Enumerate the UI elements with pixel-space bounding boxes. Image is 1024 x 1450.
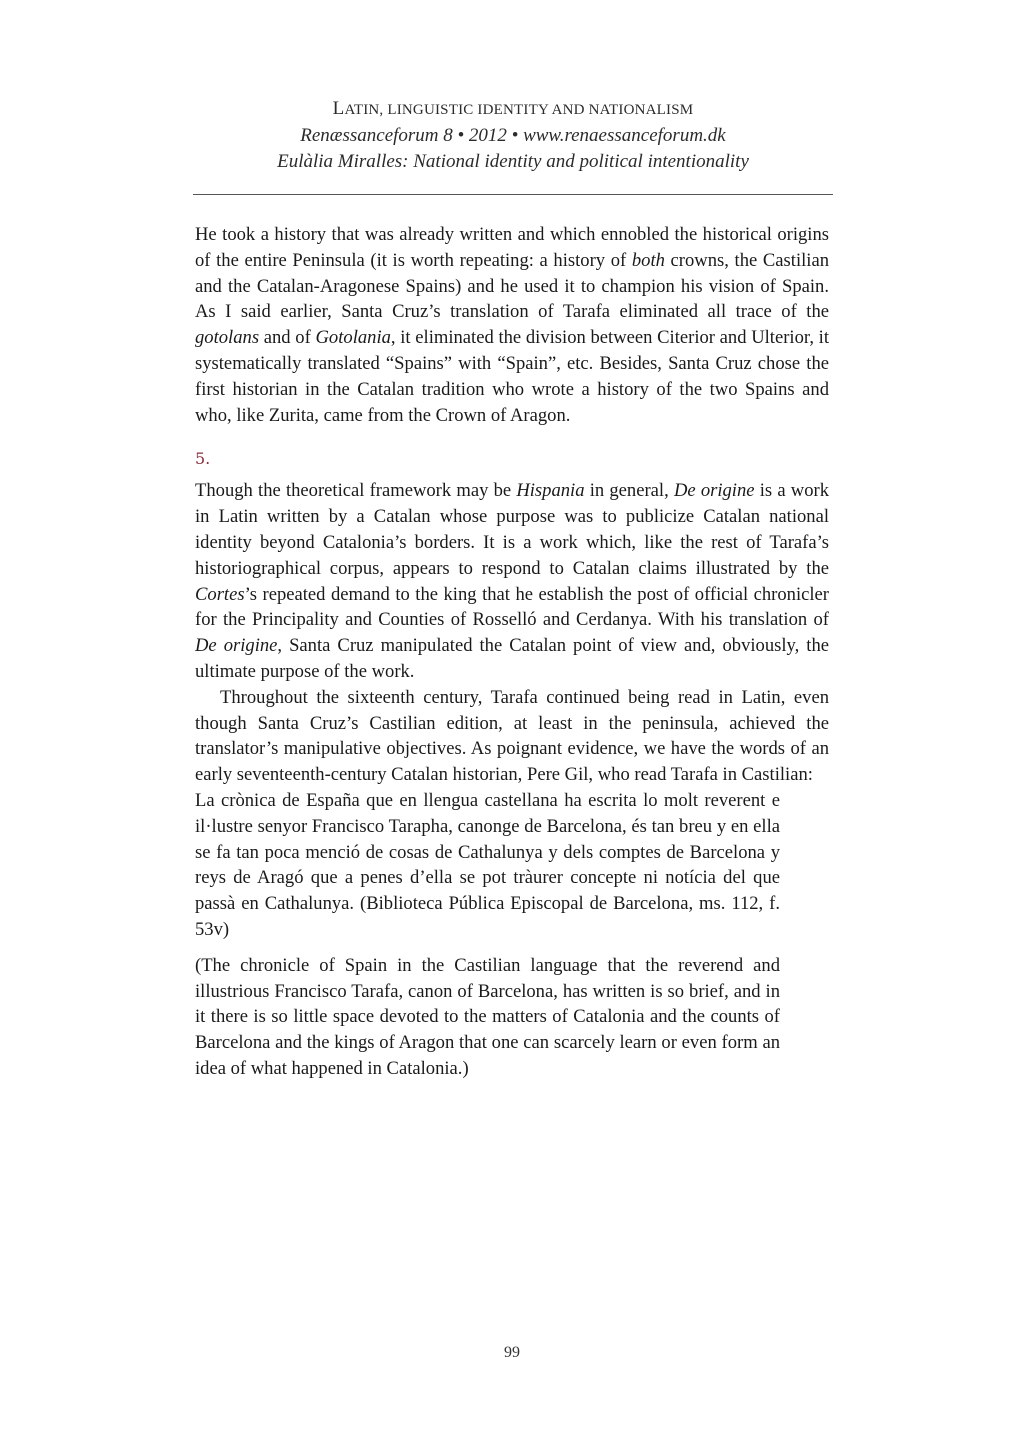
paragraph-1-italic: gotolans	[195, 327, 260, 349]
paragraph-1-italic: Gotolania	[315, 327, 391, 349]
paragraph-2	[195, 478, 829, 684]
paragraph-2-italic: De origine	[195, 635, 278, 657]
paragraph-1-text: He took a history that was already written and which ennobled the historical origins of the entire Peninsula (it is worth repeating: a history of	[195, 224, 829, 271]
paragraph-1	[195, 222, 829, 428]
paragraph-3: Throughout the sixteenth century, Tarafa continued being read in Latin, even though Santa Cruz’s Castilian edition, at least in the peninsula, achieved the translator’s manipulative objectives. As poignant evidence, we have the words of an early seventeenth-century Catalan historian, Pere Gil, who read Tarafa in Castilian:	[195, 686, 829, 786]
paragraph-2-text: in general,	[584, 480, 674, 502]
paragraph-2-italic: Cortes	[195, 583, 245, 605]
title-rest: ATIN, LINGUISTIC IDENTITY AND NATIONALISM	[344, 102, 694, 118]
running-head-title	[193, 96, 833, 123]
paragraph-2-italic: De origine	[673, 480, 755, 502]
paragraph-1-text: and of	[259, 327, 316, 349]
body-text	[195, 222, 829, 1082]
block-quote-catalan: La crònica de España que en llengua castellana ha escrita lo molt reverent e il·lustre senyor Francisco Tarapha, canonge de Barcelona, és tan breu y en ella se fa tan poca menció de cosas de Cathalunya y dels comptes de Barcelona y reys de Aragó que a penes d’ella se pot tràurer concepte ni notícia del que passà en Cathalunya. (Biblioteca Pública Episcopal de Barcelona, ms. 112, f. 53v)	[195, 789, 780, 940]
section-number: 5.	[195, 449, 211, 469]
block-quote-english: (The chronicle of Spain in the Castilian language that the reverend and illustrious Francisco Tarafa, canon of Barcelona, has written is so brief, and in it there is so little space devoted to the matters of Catalonia and the counts of Barcelona and the kings of Aragon that one can scarcely learn or even form an idea of what happened in Catalonia.)	[195, 954, 780, 1079]
paragraph-1-text: crowns, the Castilian and the Catalan-Aragonese Spains) and he used it to champion his vision of Spain. As I said earlier, Santa Cruz’s translation of Tarafa eliminated all trace of the	[195, 249, 829, 323]
paragraph-1-italic: both	[631, 249, 665, 271]
paragraph-1-text: , it eliminated the division between Citerior and Ulterior, it systematically translated “Spains” with “Spain”, etc. Besides, Santa Cruz chose the first historian in the Catalan tradition who wrote a history of the two Spains and who, like Zurita, came from the Crown of Aragon.	[195, 327, 830, 426]
header-rule	[193, 194, 833, 195]
running-head-article: Eulàlia Miralles: National identity and political intentionality	[277, 151, 749, 172]
running-head-journal: Renæssanceforum 8 • 2012 • www.renaessanceforum.dk	[300, 125, 726, 146]
running-head	[193, 96, 833, 175]
paragraph-2-text: , Santa Cruz manipulated the Catalan point of view and, obviously, the ultimate purpose of the work.	[195, 635, 830, 682]
paragraph-2-text: Though the theoretical framework may be	[195, 480, 517, 502]
paragraph-2-text: is a work in Latin written by a Catalan whose purpose was to publicize Catalan national identity beyond Catalonia’s borders. It is a work which, like the rest of Tarafa’s historiographical corpus, appears to respond to Catalan claims illustrated by the	[195, 480, 829, 579]
paragraph-2-text: ’s repeated demand to the king that he establish the post of official chronicler for the Principality and Counties of Rosselló and Cerdanya. With his translation of	[195, 583, 829, 631]
title-initial: L	[332, 98, 345, 119]
paragraph-2-italic: Hispania	[516, 480, 585, 502]
page-number: 99	[504, 1344, 520, 1361]
